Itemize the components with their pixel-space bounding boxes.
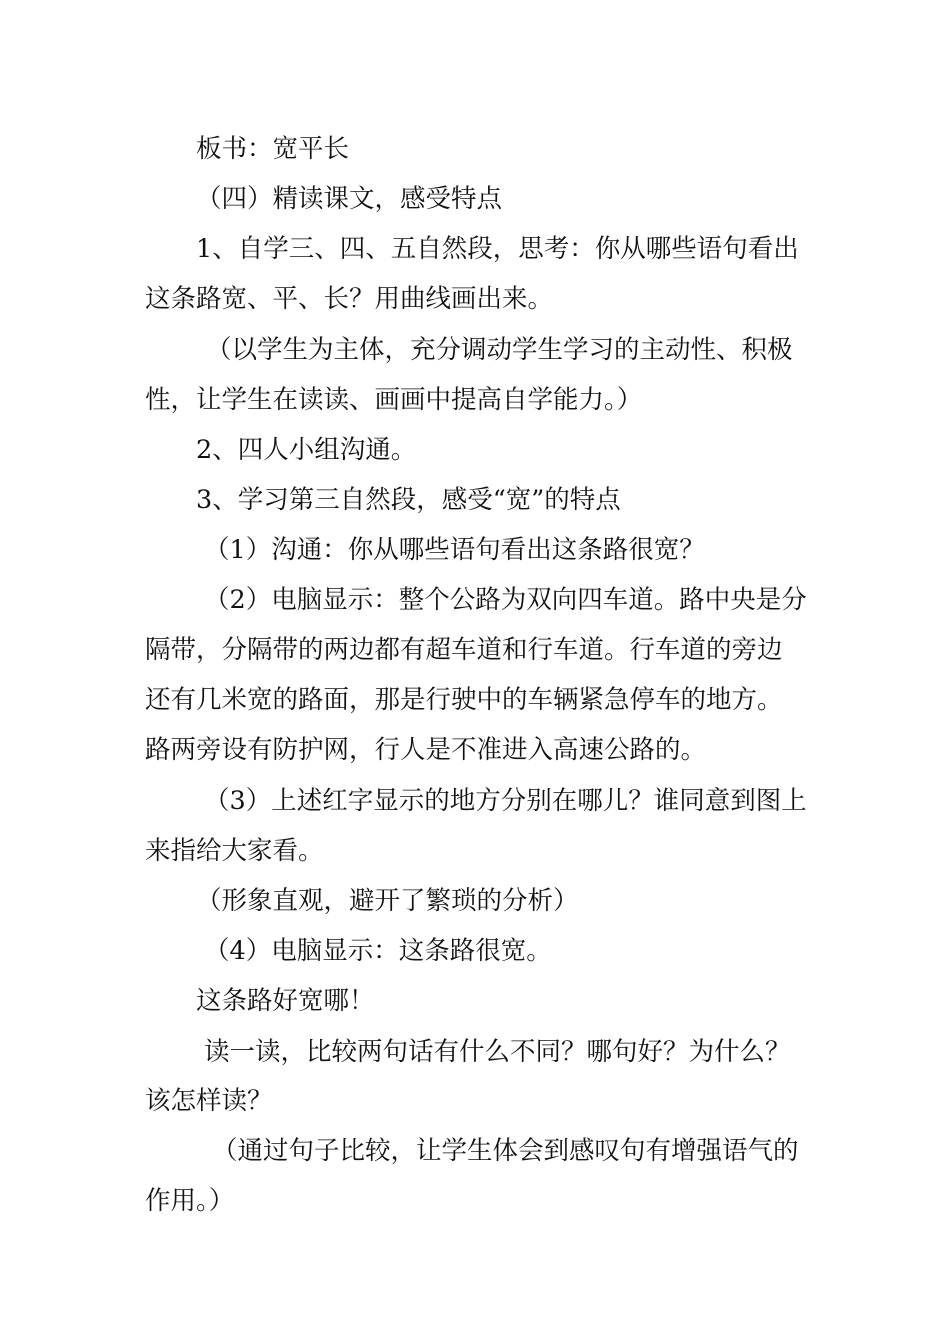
text-line: （3）上述红字显示的地方分别在哪儿？谁同意到图上	[204, 786, 807, 816]
text-line: 这条路好宽哪！	[196, 986, 375, 1016]
text-line: （4）电脑显示：这条路很宽。	[204, 936, 552, 966]
text-line: 来指给大家看。	[145, 836, 324, 866]
text-line: 还有几米宽的路面，那是行驶中的车辆紧急停车的地方。	[145, 685, 783, 715]
text-line: 该怎样读？	[145, 1086, 273, 1116]
text-line: 3、学习第三自然段，感受“宽”的特点	[196, 485, 621, 515]
text-line: 路两旁设有防护网，行人是不准进入高速公路的。	[145, 735, 707, 765]
text-line: 读一读，比较两句话有什么不同？哪句好？为什么？	[204, 1037, 791, 1067]
text-line: 板书：宽平长	[196, 134, 350, 164]
text-line: 2、四人小组沟通。	[196, 435, 417, 465]
text-line: 1、自学三、四、五自然段，思考：你从哪些语句看出	[196, 234, 799, 264]
text-line: （2）电脑显示：整个公路为双向四车道。路中央是分	[204, 585, 807, 615]
text-line: （以学生为主体，充分调动学生学习的主动性、积极	[206, 335, 793, 365]
text-line: （通过句子比较，让学生体会到感叹句有增强语气的	[212, 1136, 799, 1166]
text-line: 这条路宽、平、长？用曲线画出来。	[145, 284, 554, 314]
text-line: 性，让学生在读读、画画中提高自学能力。）	[145, 385, 643, 415]
text-line: （形象直观，避开了繁琐的分析）	[196, 886, 579, 916]
text-line: （1）沟通：你从哪些语句看出这条路很宽？	[204, 535, 705, 565]
text-line: 隔带，分隔带的两边都有超车道和行车道。行车道的旁边	[145, 635, 783, 665]
section-heading: （四）精读课文，感受特点	[196, 184, 503, 214]
text-line: 作用。）	[145, 1186, 235, 1216]
